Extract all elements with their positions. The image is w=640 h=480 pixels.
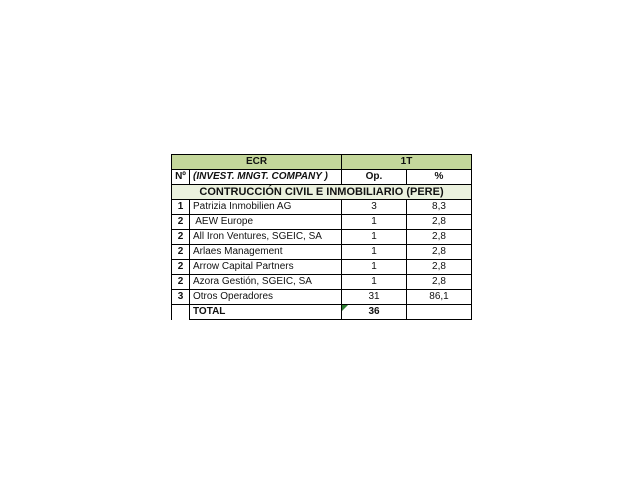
row-company: AEW Europe (190, 215, 342, 230)
row-op: 1 (342, 230, 407, 245)
table-row (172, 260, 472, 275)
ecr-ranking-table (171, 154, 472, 320)
column-header-row (172, 170, 472, 185)
total-empty-rank (172, 305, 190, 320)
table-row (172, 200, 472, 215)
row-rank: 2 (172, 215, 190, 230)
row-pct: 2,8 (407, 215, 472, 230)
entity-title: ECR (172, 155, 342, 170)
table-row (172, 230, 472, 245)
row-company: All Iron Ventures, SGEIC, SA (190, 230, 342, 245)
rank-header: Nº (172, 170, 190, 185)
total-label: TOTAL (190, 305, 342, 320)
pct-header: % (407, 170, 472, 185)
row-company: Arrow Capital Partners (190, 260, 342, 275)
row-rank: 2 (172, 230, 190, 245)
total-op: 36 (342, 305, 407, 320)
row-pct: 8,3 (407, 200, 472, 215)
row-rank: 3 (172, 290, 190, 305)
section-row (172, 185, 472, 200)
total-row (172, 305, 472, 320)
row-op: 31 (342, 290, 407, 305)
row-op: 3 (342, 200, 407, 215)
table-row (172, 215, 472, 230)
row-rank: 1 (172, 200, 190, 215)
row-rank: 2 (172, 275, 190, 290)
row-rank: 2 (172, 245, 190, 260)
company-header: (INVEST. MNGT. COMPANY ) (190, 170, 342, 185)
row-op: 1 (342, 215, 407, 230)
title-row (172, 155, 472, 170)
op-header: Op. (342, 170, 407, 185)
row-pct: 2,8 (407, 230, 472, 245)
period-title: 1T (342, 155, 472, 170)
row-company: Azora Gestión, SGEIC, SA (190, 275, 342, 290)
total-empty-pct (407, 305, 472, 320)
table-row (172, 275, 472, 290)
row-pct: 86,1 (407, 290, 472, 305)
table-row (172, 290, 472, 305)
row-op: 1 (342, 260, 407, 275)
section-title: CONTRUCCIÓN CIVIL E INMOBILIARIO (PERE) (172, 185, 472, 200)
row-company: Otros Operadores (190, 290, 342, 305)
row-company: Arlaes Management (190, 245, 342, 260)
row-company: Patrizia Inmobilien AG (190, 200, 342, 215)
row-op: 1 (342, 245, 407, 260)
row-op: 1 (342, 275, 407, 290)
row-pct: 2,8 (407, 245, 472, 260)
row-pct: 2,8 (407, 260, 472, 275)
row-rank: 2 (172, 260, 190, 275)
table-row (172, 245, 472, 260)
row-pct: 2,8 (407, 275, 472, 290)
